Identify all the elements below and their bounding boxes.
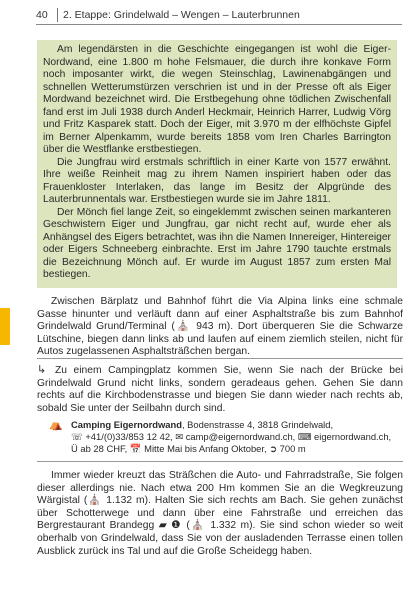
camping-details: Ü ab 28 CHF, 📅 Mitte Mai bis Anfang Oktober, ➲ 700 m	[71, 443, 306, 455]
camping-entry	[37, 419, 403, 455]
camping-name: Camping Eigernordwand	[71, 419, 182, 431]
route-note-text	[37, 364, 403, 415]
page-number: 40	[36, 9, 48, 21]
note-bottom-rule	[37, 461, 403, 462]
body-section-2	[37, 470, 403, 558]
infobox-paragraph-moench: Der Mönch fiel lange Zeit, so eingeklemmt zwischen seinen markanteren Geschwistern Eiger und Jungfrau, gar nicht recht auf, wurde eher als Anhängsel des Eigers betrachtet, was ihn die Namen Innereiger, Hintereiger oder Eigers Schneeberg einbrachte. Erst im Jahre 1790 tauchte erstmals die Bezeichnung Mönch auf. Er wurde im August 1857 zum ersten Mal bestiegen.	[43, 206, 391, 280]
running-title: 2. Etappe: Grindelwald – Wengen – Lauterbrunnen	[63, 9, 300, 21]
body-paragraph: Immer wieder kreuzt das Sträßchen die Auto- und Fahrradstraße, Sie folgen dieser allerdings nie. Nach etwa 200 Hm kommen Sie an die Wegkreuzung Wärgistal (⛪ 1.132 m). Halten Sie sich rechts am Bach. Sie gehen zunächst über Schotterwege und dann über eine Fahrstraße und erreichen das Bergrestaurant Brandegg ▰ ❶ (⛪ 1.332 m). Sie sind schon wieder so weit oberhalb von Grindelwald, dass Sie von der ausladenden Terrasse einen tollen Ausblick zurück ins Tal und auf die Große Scheidegg haben.	[37, 470, 403, 557]
route-note-body: Zu einem Campingplatz kommen Sie, wenn Sie nach der Brücke bei Grindelwald Grund nicht links, sondern geradeaus gehen. Gehen Sie dann rechts auf die Kirchbodenstrasse und biegen Sie dann wieder nach rechts ab, sobald Sie unter der Seilbahn durch sind.	[37, 365, 403, 414]
chapter-edge-tab	[0, 308, 10, 345]
infobox-paragraph-jungfrau: Die Jungfrau wird erstmals schriftlich in einer Karte von 1577 erwähnt. Ihre weiße Reinheit mag zu ihrem Namen inspiriert haben oder das Frauenkloster Interlaken, das lange im Besitz der Alpgründe des Lauterbrunnentals war. Erstbestiegen wurde sie im Jahre 1811.	[43, 156, 391, 205]
body-paragraph: Zwischen Bärplatz und Bahnhof führt die Via Alpina links eine schmale Gasse hinunter und verläuft dann auf einer Asphaltstraße bis zum Bahnhof Grindelwald Grund/Terminal (⛪ 943 m). Dort überqueren Sie die Schwarze Lütschine, biegen dann links ab und laufen auf einem ziemlich steilen, nicht für Autos zugelassenen Asphaltsträßchen bergan.	[37, 296, 403, 358]
header-rule	[36, 24, 402, 25]
camping-contact: ☏ +41/(0)33/853 12 42, ✉ camp@eigernordwand.ch, ⌨ eigernordwand.ch,	[71, 431, 392, 443]
camping-address: , Bodenstrasse 4, 3818 Grindelwald,	[181, 419, 334, 431]
arrow-turn-icon: ↳	[37, 364, 47, 376]
tent-icon: ⛺	[49, 419, 63, 432]
infobox-paragraph-eiger: Am legendärsten in die Geschichte eingegangen ist wohl die Eiger-Nordwand, eine 1.800 m hohe Felsmauer, die durch ihre konkave Form noch imposanter wirkt, die wegen Steinschlag, Lawinenabgängen und schnellen Wetterumstürzen verschrien ist und in der Presse oft als Eiger Mordwand bezeichnet wird. Die Erstbegehung ohne tödlichen Zwischenfall fand erst im Juli 1938 durch Anderl Heckmair, Heinrich Harrer, Ludwig Vörg und Fritz Kasparek statt. Doch der Eiger, mit 3.970 m der elfhöchste Gipfel im Berner Alpenkamm, wurde bereits 1858 vom Iren Charles Barrington über die Westflanke erstbestiegen.	[43, 44, 391, 155]
info-box	[37, 40, 397, 288]
note-top-rule	[37, 358, 403, 359]
route-note-box	[37, 358, 403, 462]
header-separator	[57, 8, 58, 22]
body-section-1	[37, 296, 403, 359]
page-header	[0, 0, 418, 26]
